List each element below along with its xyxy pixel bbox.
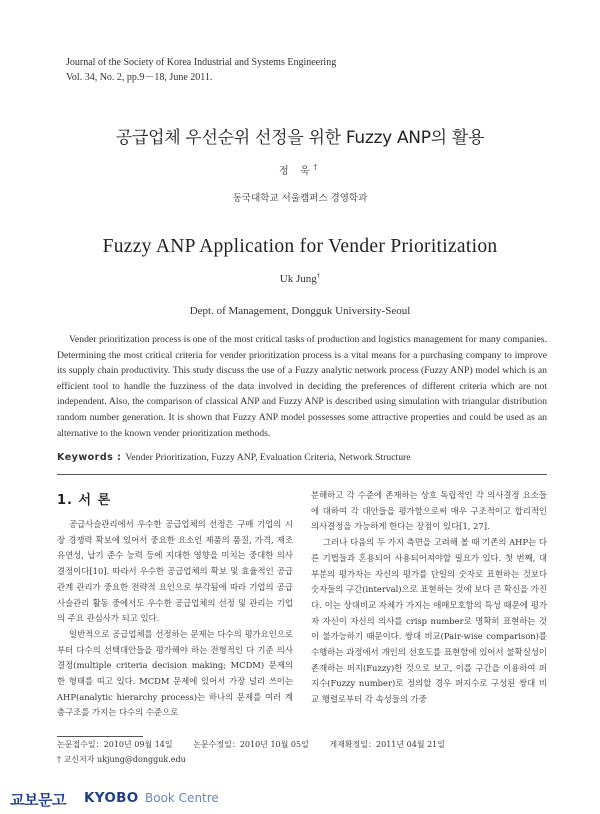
corresponding-mark: † xyxy=(313,163,321,172)
english-author-name: Uk Jung xyxy=(279,273,317,285)
kyobo-logo-ko: 교보문고 xyxy=(10,791,66,809)
body-column-right xyxy=(311,488,547,708)
section-divider xyxy=(57,474,547,475)
keywords xyxy=(57,452,557,463)
kyobo-watermark xyxy=(0,785,600,814)
revised-date: 논문수정일：2010년 10월 05일 xyxy=(193,740,309,749)
journal-name: Journal of the Society of Korea Industrial and Systems Engineering xyxy=(66,57,337,68)
paragraph: 그러나 다음의 두 가지 측면을 고려해 볼 때 기존의 AHP는 다른 기법들과 혼용되어 사용되어져야할 필요가 있다. 첫 번째, 대부분의 평가자는 자신의 평가를 단일의 숫자로 표현하는 것보다 숫자들의 구간(interval)으로 표현하는 것에 보다 큰 확신을 가진다. 이는 상대비교 자체가 가지는 애매모호함의 특성 때문에 평가자 자신이 자신의 의사를 crisp number로 명확히 표현하는 것이 불가능하기 때문이다. 쌍대 비교(Pair-wise comparison)를 수행하는 과정에서 개인의 선호도를 표현함에 있어서 불확실성이 존재하는 퍼지(Fuzzy)한 것으로 보고, 이를 구간을 이용하여 퍼지수(Fuzzy number)로 정의할 경우 퍼지수로 구성된 쌍대 비교 행렬로부터 각 속성들의 가중 xyxy=(311,537,547,705)
abstract: Vender prioritization process is one of the most critical tasks of production and logistics management for many companies. Determining the most critical criteria for vender prioritization process is a vital means for a purchasing company to improve its supply chain productivity. This study discuss the use of a Fuzzy analytic network process (Fuzzy ANP) model which is an efficient tool to handle the fuzziness of the data involved in deciding the preferences of different criteria which are not independent. Also, the comparison of classical ANP and Fuzzy ANP is described using simulation with triangular distribution random number generation. It is shown that Fuzzy ANP model possesses some attractive properties and could be used as an alternative to the known vender prioritization methods. xyxy=(57,334,547,439)
korean-affiliation: 동국대학교 서울캠퍼스 경영학과 xyxy=(232,193,368,204)
paragraph: 공급사슬관리에서 우수한 공급업체의 선정은 구매 기업의 시장 경쟁력 확보에 있어서 중요한 요소인 제품의 품질, 가격, 제조 유연성, 납기 준수 능력 등에 지대한 영향을 미치는 중대한 의사결정이다[10]. 따라서 우수한 공급업체의 확보 및 효율적인 공급관계 관리가 중요한 전략적 요인으로 부각됨에 따라 기업의 공급사슬관리 활동 중에서도 우수한 공급업체의 선정 및 관리는 기업의 주요 관심사가 되고 있다. xyxy=(57,519,293,624)
journal-volume: Vol. 34, No. 2, pp.9－18, June 2011. xyxy=(66,72,213,83)
submission-dates xyxy=(57,739,463,750)
corresponding-mark-en: † xyxy=(316,271,321,280)
english-author xyxy=(0,273,600,285)
accepted-date: 게재확정일：2011년 04월 21일 xyxy=(329,740,446,749)
received-date: 논문접수일：2010년 09월 14일 xyxy=(57,740,173,749)
korean-author xyxy=(0,162,600,177)
corresponding-author-note: † 교신저자 ukjung@dongguk.edu xyxy=(57,755,186,764)
kyobo-logo-tail: Book Centre xyxy=(145,791,219,805)
paragraph: 일반적으로 공급업체를 선정하는 문제는 다수의 평가요인으로부터 다수의 선택대안들을 평가해야 하는 전형적인 다 기준 의사결정(multiple criteria decision making; MCDM) 문제의 한 형태를 띠고 있다. MCDM 문제에 있어서 가장 널리 쓰이는 AHP(analytic hierarchy process)는 하나의 문제를 여러 계층구조를 가지는 다수의 수준으로 xyxy=(57,628,293,718)
paragraph: 분해하고 각 수준에 존재하는 상호 독립적인 각 의사결정 요소들에 대하여 각 대안들을 평가함으로써 매우 구조적이고 합리적인 의사결정을 가능하게 한다는 장점이 있다[1, 27]. xyxy=(311,490,547,532)
section-heading: 1. 서 론 xyxy=(57,493,112,508)
korean-title: 공급업체 우선순위 선정을 위한 Fuzzy ANP의 활용 xyxy=(115,128,485,148)
body-column-left xyxy=(57,517,293,721)
footnote-rule xyxy=(57,736,143,737)
korean-author-name: 정 욱 xyxy=(279,166,314,177)
keywords-label: Keywords : xyxy=(57,452,122,463)
journal-citation xyxy=(66,55,336,85)
kyobo-logo-en: KYOBO xyxy=(84,790,139,806)
english-affiliation: Dept. of Management, Dongguk University-Seoul xyxy=(189,305,411,317)
english-title: Fuzzy ANP Application for Vender Prioritization xyxy=(102,236,498,257)
keywords-text: Vender Prioritization, Fuzzy ANP, Evaluation Criteria, Network Structure xyxy=(125,452,411,463)
